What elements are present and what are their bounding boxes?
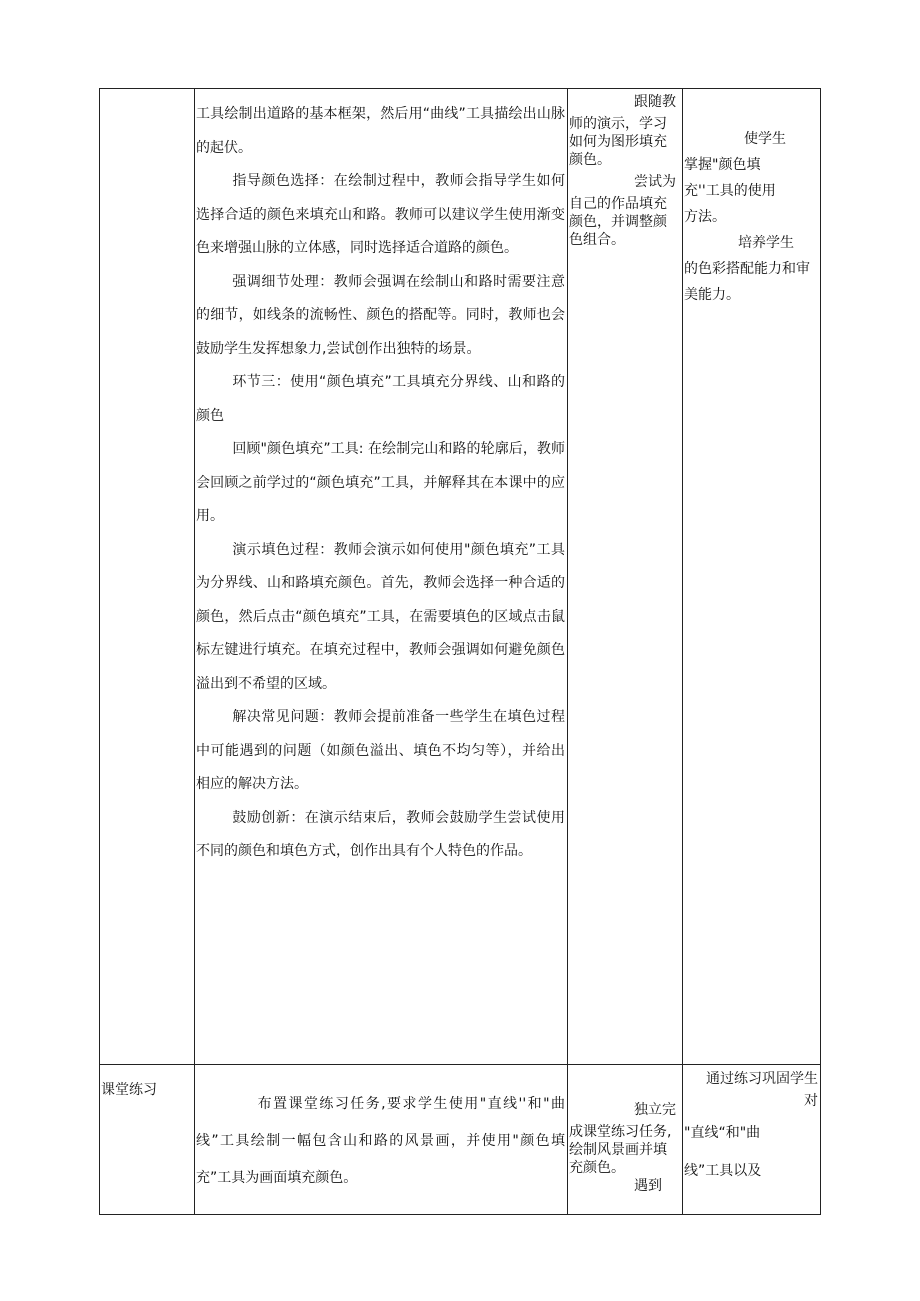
row2-student-line-b1: 遇到 — [634, 1178, 662, 1194]
row1-student-cell — [569, 93, 680, 249]
row2-content-cell — [196, 1086, 565, 1197]
table-border-bottom — [99, 1214, 821, 1215]
row2-goal-line-a3: "直线“和"曲 — [684, 1125, 761, 1141]
table-border-right — [820, 88, 821, 1215]
row2-student-cell — [569, 1101, 680, 1195]
row2-student-line-a2: 成课堂练习任务,绘制风景画并填充颜色。 — [569, 1124, 672, 1176]
table-divider-3 — [682, 88, 683, 1215]
row1-student-line-b2: 自己的作品填充颜色，并调整颜色组合。 — [569, 196, 667, 248]
table-border-top — [99, 88, 821, 89]
row1-paragraph-3: 强调细节处理：教师会强调在绘制山和路时需要注意的细节，如线条的流畅性、颜色的搭配等。同时，教师也会鼓励学生发挥想象力,尝试创作出独特的场景。 — [196, 273, 565, 357]
table-border-left — [99, 88, 100, 1215]
row1-student-line-a1: 跟随教 — [634, 94, 676, 110]
row1-paragraph-1: 工具绘制出道路的基本框架，然后用“曲线”工具描绘出山脉的起伏。 — [196, 106, 565, 156]
row1-paragraph-7: 解决常见问题：教师会提前准备一些学生在填色过程中可能遇到的问题（如颜色溢出、填色不均匀等），并给出相应的解决方法。 — [196, 709, 565, 792]
row1-goal-line-b2: 的色彩搭配能力和审美能力。 — [684, 261, 810, 303]
row1-content-cell — [196, 98, 565, 869]
row1-paragraph-8: 鼓励创新：在演示结束后，教师会鼓励学生尝试使用不同的颜色和填色方式，创作出具有个人特色的作品。 — [196, 809, 565, 859]
row1-paragraph-2: 指导颜色选择：在绘制过程中，教师会指导学生如何选择合适的颜色来填充山和路。教师可以建议学生使用渐变色来增强山脉的立体感，同时选择适合道路的颜色。 — [196, 173, 565, 256]
row1-goal-line-a1: 使学生 — [744, 131, 786, 147]
row2-label-cell — [101, 1080, 191, 1100]
row1-goal-line-a2: 掌握"颜色填 — [684, 157, 761, 173]
row1-goal-line-a4: 方法。 — [684, 209, 726, 225]
row1-student-line-a2: 师的演示，学习如何为图形填充颜色。 — [569, 116, 667, 168]
row2-paragraph: 布置课堂练习任务,要求学生使用"直线''和"曲线”工具绘制一幅包含山和路的风景画，并使用"颜色填充”工具为画面填充颜色。 — [196, 1096, 565, 1186]
row1-goal-cell — [684, 126, 818, 308]
row2-goal-line-a1: 通过练习巩固学生 — [706, 1071, 818, 1087]
row2-goal-line-a2: 对 — [804, 1093, 818, 1109]
row2-student-line-a1: 独立完 — [634, 1102, 676, 1118]
row1-paragraph-4: 环节三：使用“颜色填充”工具填充分界线、山和路的颜色 — [196, 374, 565, 424]
row2-goal-cell — [684, 1068, 818, 1190]
row2-goal-line-a4: 线”工具以及 — [684, 1163, 762, 1179]
row1-paragraph-5: 回顾"颜色填充”工具: 在绘制完山和路的轮廓后，教师会回顾之前学过的“颜色填充”工具，并解释其在本课中的应用。 — [196, 441, 565, 524]
table-divider-1 — [194, 88, 195, 1215]
row1-student-line-b1: 尝试为 — [634, 174, 676, 190]
table-row-divider — [99, 1064, 821, 1065]
row1-paragraph-6: 演示填色过程：教师会演示如何使用"颜色填充”工具为分界线、山和路填充颜色。首先，教师会选择一种合适的颜色，然后点击“颜色填充”工具，在需要填色的区域点击鼠标左键进行填充。在填充过程中，教师会强调如何避免颜色溢出到不希望的区域。 — [196, 541, 565, 692]
table-divider-2 — [567, 88, 568, 1215]
row2-label: 课堂练习 — [101, 1082, 157, 1098]
row1-goal-line-b1: 培养学生 — [738, 235, 794, 251]
row1-goal-line-a3: 充''工具的使用 — [684, 183, 776, 199]
